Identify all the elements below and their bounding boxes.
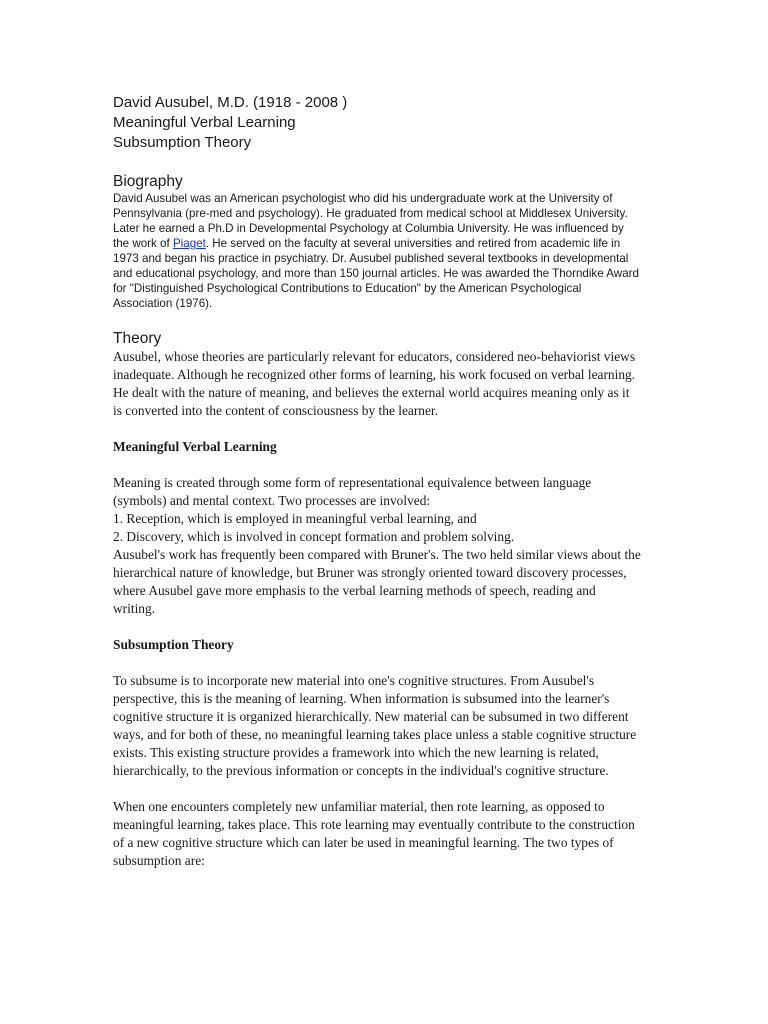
- mvl-line-bruner: Ausubel's work has frequently been compared with Bruner's. The two held similar views about the hierarchical nature of knowledge, but Bruner was strongly oriented toward discovery processes, where Ausubel gave more emphasis to the verbal learning methods of speech, reading and writing.: [113, 547, 641, 616]
- document-title: [113, 93, 641, 153]
- biography-text-after-link: . He served on the faculty at several universities and retired from academic life in 1973 and began his practice in psychiatry. Dr. Ausubel published several textbooks in developmental and educational psychology, and more than 150 journal articles. He was awarded the Thorndike Award for "Distinguished Psychological Contributions to Education" by the American Psychological Association (1976).: [113, 237, 639, 310]
- subsumption-theory-heading: Subsumption Theory: [113, 637, 234, 652]
- subsumption-paragraph-1: To subsume is to incorporate new material into one's cognitive structures. From Ausubel's perspective, this is the meaning of learning. When information is subsumed into the learner's cognitive structure it is organized hierarchically. New material can be subsumed in two different ways, and for both of these, no meaningful learning takes place unless a stable cognitive structure exists. This existing structure provides a framework into which the new learning is related, hierarchically, to the previous information or concepts in the individual's cognitive structure.: [113, 673, 637, 778]
- biography-text-before-link: David Ausubel was an American psychologist who did his undergraduate work at the University of Pennsylvania (pre-med and psychology). He graduated from medical school at Middlesex University. Later he earned a Ph.D in Developmental Psychology at Columbia University. He was influenced by the work of: [113, 192, 628, 250]
- theory-intro-paragraph: Ausubel, whose theories are particularly relevant for educators, considered neo-behaviorist views inadequate. Although he recognized other forms of learning, his work focused on verbal learning. He dealt with the nature of meaning, and believes the external world acquires meaning only as it is converted into the content of consciousness by the learner.: [113, 349, 636, 418]
- title-line-meaningful-verbal-learning: Meaningful Verbal Learning: [113, 114, 296, 131]
- title-line-name: David Ausubel, M.D. (1918 - 2008 ): [113, 94, 348, 111]
- mvl-line-meaning: Meaning is created through some form of representational equivalence between language (symbols) and mental context. Two processes are involved:: [113, 475, 592, 508]
- mvl-line-discovery: 2. Discovery, which is involved in concept formation and problem solving.: [113, 529, 515, 544]
- title-line-subsumption-theory: Subsumption Theory: [113, 134, 252, 151]
- biography-paragraph: [113, 191, 641, 311]
- meaningful-verbal-learning-paragraph: [113, 474, 641, 618]
- biography-heading: Biography: [113, 173, 183, 190]
- document-page: [113, 93, 641, 870]
- piaget-link[interactable]: Piaget: [172, 237, 206, 250]
- theory-heading: Theory: [113, 330, 162, 347]
- mvl-line-reception: 1. Reception, which is employed in meaningful verbal learning, and: [113, 511, 477, 526]
- meaningful-verbal-learning-heading: Meaningful Verbal Learning: [113, 439, 277, 454]
- subsumption-paragraph-2: When one encounters completely new unfamiliar material, then rote learning, as opposed to meaningful learning, takes place. This rote learning may eventually contribute to the construction of a new cognitive structure which can later be used in meaningful learning. The two types of subsumption are:: [113, 799, 635, 868]
